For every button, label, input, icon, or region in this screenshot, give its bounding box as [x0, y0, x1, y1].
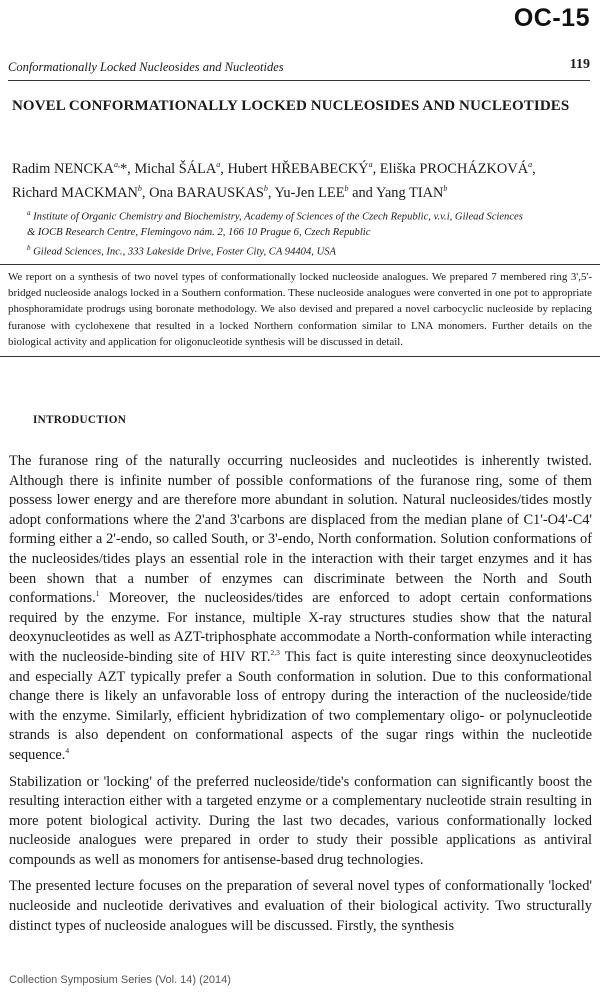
author-name: Radim NENCKA [12, 160, 114, 177]
affiliations [27, 206, 592, 260]
author-separator: , [532, 160, 536, 177]
author-separator: , [220, 160, 228, 177]
author-name: Yu-Jen LEE [274, 184, 345, 201]
contribution-code: OC-15 [513, 4, 590, 32]
author-separator: , [372, 160, 380, 177]
paragraph: Stabilization or 'locking' of the preferred nucleoside/tide's conformation can significantly boost the resulting interaction either with a targeted enzyme or a complementary nucleotide strain resulting in more potent biological activity. During the last two decades, various conformationally locked nucleoside analogues were prepared in order to study their possible applications as antiviral compounds as well as monomers for antisense-based drug technologies. [9, 773, 592, 868]
author-affil-mark: b [443, 183, 448, 193]
affiliation-b [27, 241, 592, 260]
citation-mark: 1 [95, 589, 100, 599]
author-name: Michal ŠÁLA [134, 160, 217, 177]
author-affil-mark: a [216, 160, 221, 169]
author-list [12, 155, 592, 203]
paragraph-text: This fact is quite interesting since deoxynucleotides and especially AZT typically prefer a South conformation in solution. Due to this conformational change there is likely an unfavorable loss of entropy during the interaction of the nucleoside/tide with the enzyme. Similarly, efficient hybridization of two complementary oligo- or polynucleotide strands is also dependent on conformational aspects of the sugar rings within the nucleotide sequence. [9, 648, 592, 763]
author-name: Richard MACKMAN [12, 184, 138, 201]
affiliation-mark: b [27, 243, 31, 252]
author-affil-mark: b [137, 183, 142, 193]
running-header [8, 56, 590, 81]
author-name: Yang TIAN [375, 184, 444, 201]
affiliation-a [27, 206, 592, 241]
affiliation-line: Gilead Sciences, Inc., 333 Lakeside Drive, Foster City, CA 94404, USA [30, 246, 336, 258]
affiliation-line: Institute of Organic Chemistry and Biochemistry, Academy of Sciences of the Czech Republic, v.v.i, Gilead Sciences [30, 211, 523, 223]
author-affil-mark: b [344, 183, 349, 193]
author-separator: , [267, 184, 275, 201]
page-number: 119 [569, 57, 590, 72]
affiliation-line: & IOCB Research Centre, Flemingovo nám. 2, 166 10 Prague 6, Czech Republic [27, 227, 371, 239]
author-name: Eliška PROCHÁZKOVÁ [379, 160, 529, 177]
author-separator: and [348, 184, 376, 201]
author-separator: , [141, 184, 150, 201]
paragraph: The presented lecture focuses on the preparation of several novel types of conformationally 'locked' nucleoside and nucleotide derivatives and evaluation of their biological activity. Two structurally distinct types of nucleoside analogues will be discussed. Firstly, the synthesis [9, 878, 592, 934]
author-name: Hubert HŘEBABECKÝ [227, 160, 369, 177]
paragraph [9, 452, 592, 766]
author-affil-mark: a [528, 160, 533, 169]
author-affil-mark: a, [113, 160, 120, 169]
footer-series: Collection Symposium Series (Vol. 14) (2014) [9, 974, 231, 986]
paragraph-text: Moreover, the nucleosides/tides are enforced to adopt certain conformations required by the enzyme. For instance, multiple X-ray structures studies show that the natural deoxynucleotides as well as AZT-triphosphate accommodate a North-conformation while interacting with the nucleoside-binding site of HIV RT. [9, 590, 592, 665]
section-heading: INTRODUCTION [33, 414, 127, 426]
abstract: We report on a synthesis of two novel types of conformationally locked nucleoside analogues. We prepared 7 membered ring 3',5'-bridged nucleoside analogs locked in a Southern conformation. These nucleoside analogues were converted in one pot to appropriate phosphoramidate prodrugs using boronate methodology. We also devised and prepared a novel carbocyclic nucleoside by replacing furanose with cyclohexene that resulted in a locked Northern conformation similar to LNA monomers. Further details on the biological activity and application for oligonucleotide synthesis will be discussed in detail. [0, 264, 600, 357]
author-affil-mark: b [263, 183, 268, 193]
affiliation-mark: a [27, 209, 31, 217]
author-name: Ona BARAUSKAS [149, 184, 264, 201]
citation-mark: 4 [65, 746, 70, 756]
body-text [9, 452, 592, 943]
citation-mark: 2,3 [270, 648, 280, 658]
author-separator: *, [119, 160, 135, 177]
running-title: Conformationally Locked Nucleosides and Nucleotides [8, 60, 284, 74]
article-title: NOVEL CONFORMATIONALLY LOCKED NUCLEOSIDES AND NUCLEOTIDES [12, 98, 570, 114]
paragraph-text: The furanose ring of the naturally occurring nucleosides and nucleotides is inherently twisted. Although there is infinite number of possible conformations of the furanose ring, some of them possess lower energy and are therefore more abundant in solution. Natural nucleosides/tides mostly adopt conformations where the 2'and 3'carbons are displaced from the median plane of C1'-O4'-C4' forming either a 2'-endo, so called South, or 3'-endo, North conformation. Solution conformations of the nucleosides/tides plays an essential role in the interaction with their target enzymes and it has been shown that a number of enzymes can discriminate between the North and South conformations. [9, 453, 592, 607]
author-affil-mark: a [368, 160, 373, 169]
